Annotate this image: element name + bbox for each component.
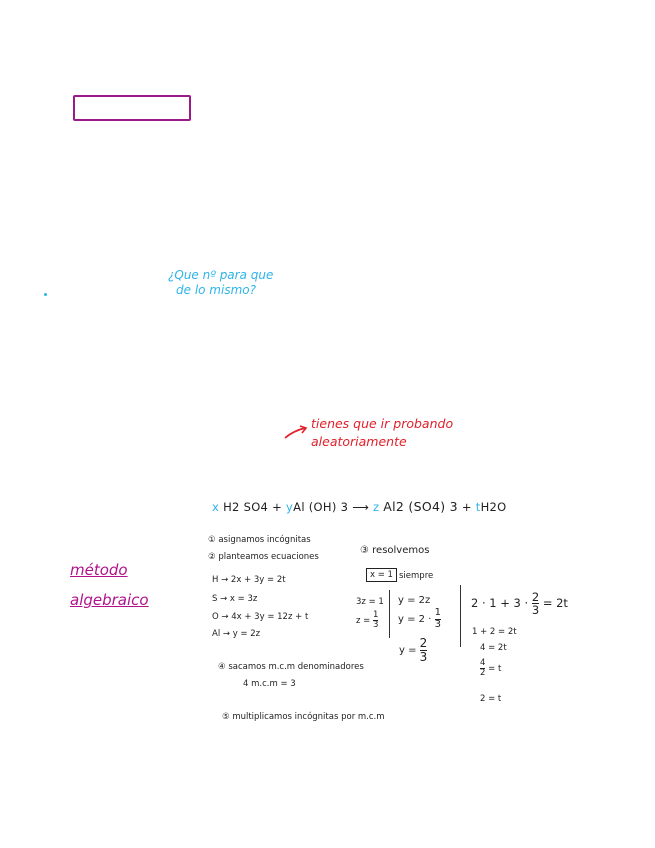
blue-note — [168, 268, 273, 298]
right4-num: 4 — [480, 658, 486, 668]
z-fraction — [373, 611, 378, 630]
red-arrow-icon — [283, 425, 309, 441]
x-equals-box — [366, 568, 397, 582]
divider-2 — [460, 585, 461, 647]
blue-dot — [44, 293, 47, 296]
coef-t: t — [475, 500, 481, 514]
y-num: 2 — [419, 636, 428, 650]
resolve-mid-1: y = 2z — [398, 595, 431, 606]
mid2-den: 3 — [434, 618, 441, 630]
siempre-label: siempre — [399, 571, 434, 581]
right1-text: 2 · 1 + 3 · — [471, 596, 529, 611]
x-equals: x = 1 — [370, 570, 393, 580]
resolve-right-2: 1 + 2 = 2t — [472, 627, 517, 637]
reactant-2: Al (OH) 3 — [293, 500, 349, 514]
red-note — [311, 415, 453, 451]
z-num: 1 — [373, 610, 379, 620]
right1-end: = 2t — [542, 596, 568, 611]
step-3: ③ resolvemos — [360, 545, 430, 556]
resolve-mid-3 — [399, 637, 427, 663]
mid2-fraction — [435, 608, 441, 630]
resolve-mid-2 — [398, 608, 441, 630]
product-2: H2O — [480, 500, 507, 514]
mid2-num: 1 — [434, 607, 441, 618]
resolve-right-1 — [471, 591, 568, 616]
z-den: 3 — [373, 619, 379, 630]
product-1: Al2 (SO4) 3 — [383, 499, 458, 514]
resolve-right-4 — [480, 659, 501, 678]
blue-note-line2: de lo mismo? — [176, 283, 256, 297]
resolve-right-5: 2 = t — [480, 694, 502, 704]
resolve-right-3: 4 = 2t — [480, 643, 507, 653]
z-equals: z = — [356, 615, 371, 626]
equation-h: H → 2x + 3y = 2t — [212, 575, 286, 585]
blue-note-line1: ¿Que nº para que — [168, 268, 274, 282]
step-4-mcm: 4 m.c.m = 3 — [243, 679, 296, 689]
red-note-line1: tienes que ir probando — [311, 416, 454, 431]
step-5: ⑤ multiplicamos incógnitas por m.c.m — [222, 712, 385, 722]
equation-s: S → x = 3z — [212, 594, 258, 604]
equation-o: O → 4x + 3y = 12z + t — [212, 612, 309, 622]
method-line1: método — [70, 561, 128, 579]
step-1: ① asignamos incógnitas — [208, 535, 311, 545]
y-equals-3: y = — [399, 645, 417, 657]
coef-x: x — [212, 500, 220, 514]
coef-y: y — [286, 500, 294, 514]
right4-den: 2 — [480, 667, 486, 678]
step-2: ② planteamos ecuaciones — [208, 552, 319, 562]
y-equals-2: y = 2 · — [398, 614, 432, 625]
right1-fraction — [532, 591, 539, 616]
title-box — [73, 95, 191, 121]
resolve-left-2 — [356, 611, 378, 630]
right4-end: = t — [488, 663, 502, 674]
method-label — [70, 555, 149, 615]
red-note-line2: aleatoriamente — [311, 434, 407, 449]
y-den: 3 — [419, 649, 428, 664]
divider-1 — [389, 590, 390, 638]
equation-al: Al → y = 2z — [212, 629, 261, 639]
right1-den: 3 — [531, 603, 540, 618]
right4-fraction — [480, 659, 485, 678]
plus-2: + — [461, 500, 472, 514]
resolve-left-1: 3z = 1 — [356, 597, 384, 607]
arrow-icon: ⟶ — [352, 500, 369, 514]
coef-z: z — [372, 500, 380, 514]
method-line2: algebraico — [70, 591, 149, 609]
y-fraction — [420, 637, 428, 663]
step-4: ④ sacamos m.c.m denominadores — [218, 662, 364, 672]
right1-num: 2 — [531, 590, 540, 604]
reactant-1: H2 SO4 — [223, 500, 269, 514]
chemical-equation — [212, 499, 507, 514]
plus-1: + — [272, 500, 283, 514]
